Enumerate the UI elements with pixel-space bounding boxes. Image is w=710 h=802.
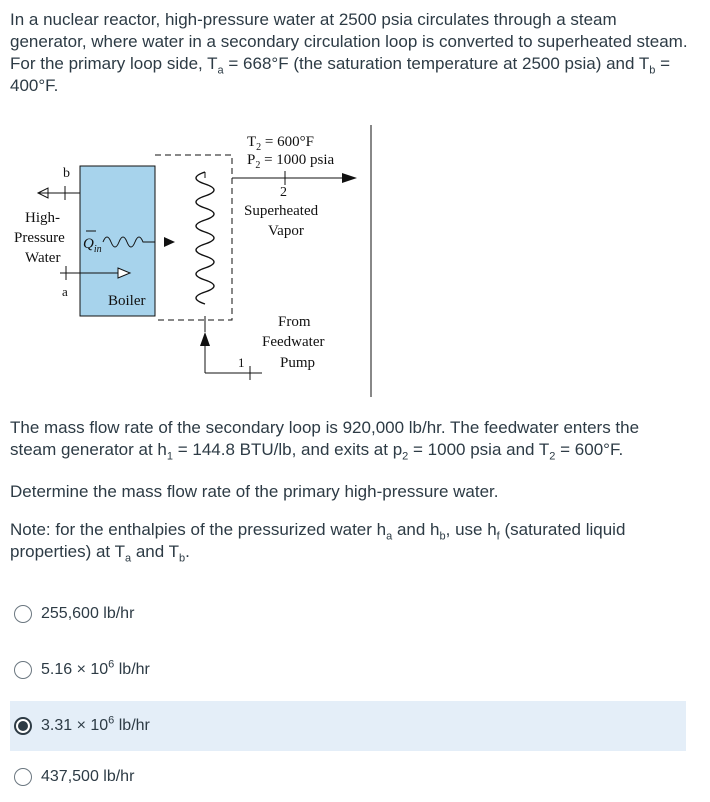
flow-text: = 144.8 BTU/lb, and exits at p (173, 440, 403, 459)
radio-button[interactable] (14, 768, 32, 786)
answer-choice-1[interactable] (10, 589, 686, 639)
outlet-label-1: Superheated (244, 203, 319, 219)
question-flow (10, 417, 690, 461)
note-text: . (185, 542, 190, 561)
question-intro (10, 9, 690, 97)
boiler-label: Boiler (108, 293, 146, 309)
answer-choice-2[interactable] (10, 645, 686, 695)
inlet-label-2: Feedwater (262, 334, 325, 350)
radio-button[interactable] (14, 661, 32, 679)
answer-label: 437,500 lb/hr (41, 768, 135, 785)
flow-text: = 1000 psia and T (408, 440, 550, 459)
answer-label: 255,600 lb/hr (41, 605, 135, 622)
subscript-ta: a (124, 552, 132, 565)
note-text: , use h (445, 520, 497, 539)
subscript-a: a (386, 530, 393, 543)
subscript-t2: 2 (549, 450, 556, 463)
inlet-label-3: Pump (280, 355, 316, 371)
subscript-a: a (217, 64, 224, 77)
state-b-label: b (63, 166, 70, 181)
outlet-label-2: Vapor (268, 223, 304, 239)
intro-text: = 668°F (the saturation temperature at 2500 psia) and T (223, 54, 650, 73)
radio-button-selected[interactable] (14, 717, 32, 735)
heating-coil (196, 172, 214, 304)
primary-label-1: High- (25, 210, 60, 226)
inlet-arrow (200, 332, 210, 346)
answer-label: $5.16 \times 10^6$ lb/hr (41, 658, 150, 678)
answer-choice-4[interactable] (10, 752, 686, 802)
qin-label: $Q_{in}$ (83, 236, 102, 255)
question-note (10, 519, 690, 563)
note-text: and T (131, 542, 179, 561)
steam-generator-diagram (0, 112, 400, 402)
note-text: Note: for the enthalpies of the pressurized water h (10, 520, 387, 539)
intro-text: In a nuclear reactor, high-pressure water at 2500 psia circulates through a steam generator, where water in a secondary circulation loop is converted to superheated steam. For the primary loop side, T (10, 10, 688, 73)
note-text: (saturated liquid properties) at T (10, 520, 626, 561)
question-determine: Determine the mass flow rate of the primary high-pressure water. (10, 482, 499, 501)
state-2-label: 2 (280, 185, 287, 200)
p2-label: $P_2 = 1000$ psia (247, 152, 335, 171)
primary-label-2: Pressure (14, 230, 65, 246)
inlet-label-1: From (278, 314, 311, 330)
primary-label-3: Water (25, 250, 61, 266)
t2-label: $T_2 = 600^\circ F$ (247, 134, 314, 153)
subscript-f: f (496, 530, 500, 543)
flow-text: = 600°F. (555, 440, 624, 459)
subscript-b: b (439, 530, 446, 543)
subscript-2: 2 (402, 450, 409, 463)
radio-button[interactable] (14, 605, 32, 623)
heat-arrow-head (164, 237, 175, 247)
flow-text: The mass flow rate of the secondary loop is 920,000 lb/hr. The feedwater enters the steam generator at h (10, 418, 640, 459)
subscript-b: b (649, 64, 656, 77)
subscript-1: 1 (166, 450, 173, 463)
subscript-tb: b (178, 552, 186, 565)
answer-choice-3[interactable] (10, 701, 686, 751)
outlet-arrow (342, 173, 357, 183)
note-text: and h (392, 520, 440, 539)
answer-label: $3.31 \times 10^6$ lb/hr (41, 714, 150, 734)
intro-text: = 400°F. (10, 54, 671, 95)
secondary-loop-boundary (155, 155, 232, 320)
state-a-label: a (62, 284, 68, 299)
state-1-label: 1 (238, 355, 245, 370)
